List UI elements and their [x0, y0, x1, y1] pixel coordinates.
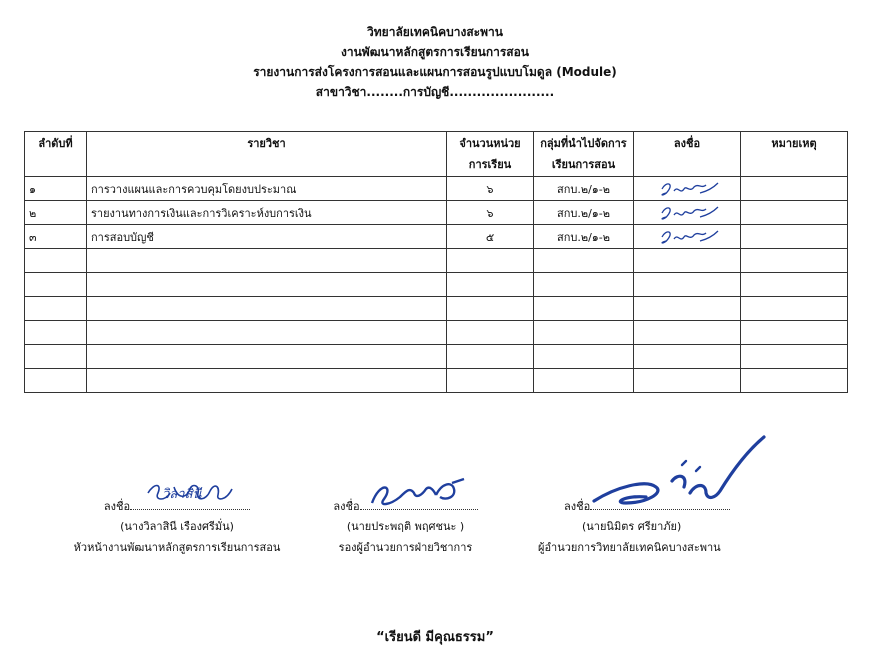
cell-remark: [741, 177, 848, 201]
cell-signature: [634, 273, 741, 297]
signature-mark: [652, 227, 722, 247]
cell-signature: [634, 249, 741, 273]
cell-remark: [741, 369, 848, 393]
cell-units: [447, 249, 534, 273]
signature-mark: [652, 203, 722, 223]
cell-signature: [634, 369, 741, 393]
table-row: [25, 177, 848, 201]
cell-subject: [87, 321, 447, 345]
signer-name: (นายนิมิตร ศรียาภัย): [582, 520, 682, 533]
cell-subject: การวางแผนและการควบคุมโดยงบประมาณ: [87, 177, 447, 201]
cell-subject: การสอบบัญชี: [87, 225, 447, 249]
table-row: [25, 249, 848, 273]
col-header-group: [534, 132, 634, 177]
cell-no: [25, 249, 87, 273]
cell-no: ๓: [25, 225, 87, 249]
college-name: วิทยาลัยเทคนิคบางสะพาน: [367, 25, 503, 39]
signature-wilasinee: [140, 479, 240, 509]
cell-remark: [741, 321, 848, 345]
cell-subject: [87, 345, 447, 369]
cell-group: [534, 321, 634, 345]
sign-label: ลงชื่อ: [333, 500, 360, 513]
cell-group: [534, 369, 634, 393]
col-header-group-line1: กลุ่มที่นำไปจัดการ: [540, 137, 627, 150]
cell-remark: [741, 249, 848, 273]
col-header-group-line2: เรียนการสอน: [551, 158, 616, 171]
cell-signature: [634, 297, 741, 321]
cell-subject: [87, 369, 447, 393]
cell-signature: [634, 225, 741, 249]
cell-units: [447, 345, 534, 369]
report-table: [24, 131, 848, 393]
cell-no: [25, 369, 87, 393]
signature-mark: [652, 179, 722, 199]
col-header-units-line2: การเรียน: [468, 158, 512, 171]
table-row: [25, 201, 848, 225]
signer-position: รองผู้อำนวยการฝ่ายวิชาการ: [338, 541, 473, 554]
table-row: [25, 225, 848, 249]
cell-signature: [634, 321, 741, 345]
table-row: [25, 273, 848, 297]
cell-units: ๖: [447, 177, 534, 201]
col-header-no: ลำดับที่: [25, 132, 87, 177]
signature-dotted-line: [360, 495, 478, 510]
report-title: รายงานการส่งโครงการสอนและแผนการสอนรูปแบบโมดูล (Module): [253, 65, 617, 79]
table-row: [25, 369, 848, 393]
cell-units: [447, 297, 534, 321]
cell-units: [447, 273, 534, 297]
cell-group: [534, 345, 634, 369]
department-name: งานพัฒนาหลักสูตรการเรียนการสอน: [341, 45, 529, 59]
cell-remark: [741, 345, 848, 369]
signature-block-director: [528, 495, 778, 559]
cell-remark: [741, 201, 848, 225]
cell-units: [447, 321, 534, 345]
signature-block-head: [62, 487, 292, 559]
cell-group: สกบ.๒/๑-๒: [534, 177, 634, 201]
signature-dotted-line: [590, 495, 730, 510]
signature-block-deputy: [318, 495, 493, 559]
table-header-row: [25, 132, 848, 177]
cell-subject: [87, 297, 447, 321]
cell-no: [25, 297, 87, 321]
cell-group: [534, 297, 634, 321]
program-line: สาขาวิชา........การบัญชี.......................: [315, 85, 555, 99]
cell-no: ๒: [25, 201, 87, 225]
cell-subject: [87, 249, 447, 273]
cell-no: [25, 321, 87, 345]
cell-group: สกบ.๒/๑-๒: [534, 201, 634, 225]
cell-group: สกบ.๒/๑-๒: [534, 225, 634, 249]
signature-praphruet: [360, 475, 480, 511]
cell-no: [25, 273, 87, 297]
cell-remark: [741, 273, 848, 297]
col-header-units: [447, 132, 534, 177]
col-header-signature: ลงชื่อ: [634, 132, 741, 177]
cell-signature: [634, 345, 741, 369]
signer-position: ผู้อำนวยการวิทยาลัยเทคนิคบางสะพาน: [538, 541, 721, 554]
sign-label: ลงชื่อ: [564, 500, 591, 513]
signature-dotted-line: [130, 487, 250, 510]
cell-group: [534, 249, 634, 273]
cell-subject: [87, 273, 447, 297]
table-row: [25, 345, 848, 369]
cell-units: [447, 369, 534, 393]
document-header: [0, 22, 870, 102]
cell-remark: [741, 225, 848, 249]
signature-wilasinee-text: วิลาสินี: [162, 487, 202, 502]
signer-position: หัวหน้างานพัฒนาหลักสูตรการเรียนการสอน: [73, 541, 281, 554]
cell-signature: [634, 177, 741, 201]
col-header-remark: หมายเหตุ: [741, 132, 848, 177]
cell-no: ๑: [25, 177, 87, 201]
signature-nimit: [586, 431, 776, 511]
cell-signature: [634, 201, 741, 225]
col-header-units-line1: จำนวนหน่วย: [459, 137, 521, 150]
cell-no: [25, 345, 87, 369]
cell-subject: รายงานทางการเงินและการวิเคราะห์งบการเงิน: [87, 201, 447, 225]
cell-units: ๕: [447, 225, 534, 249]
table-row: [25, 297, 848, 321]
sign-label: ลงชื่อ: [103, 500, 131, 513]
signer-name: (นางวิลาสินี เรืองศรีมั่น): [120, 520, 234, 533]
cell-group: [534, 273, 634, 297]
signer-name: (นายประพฤติ พฤศชนะ ): [346, 520, 465, 533]
motto: “เรียนดี มีคุณธรรม”: [376, 630, 494, 645]
cell-units: ๖: [447, 201, 534, 225]
table-row: [25, 321, 848, 345]
col-header-subject: รายวิชา: [87, 132, 447, 177]
cell-remark: [741, 297, 848, 321]
